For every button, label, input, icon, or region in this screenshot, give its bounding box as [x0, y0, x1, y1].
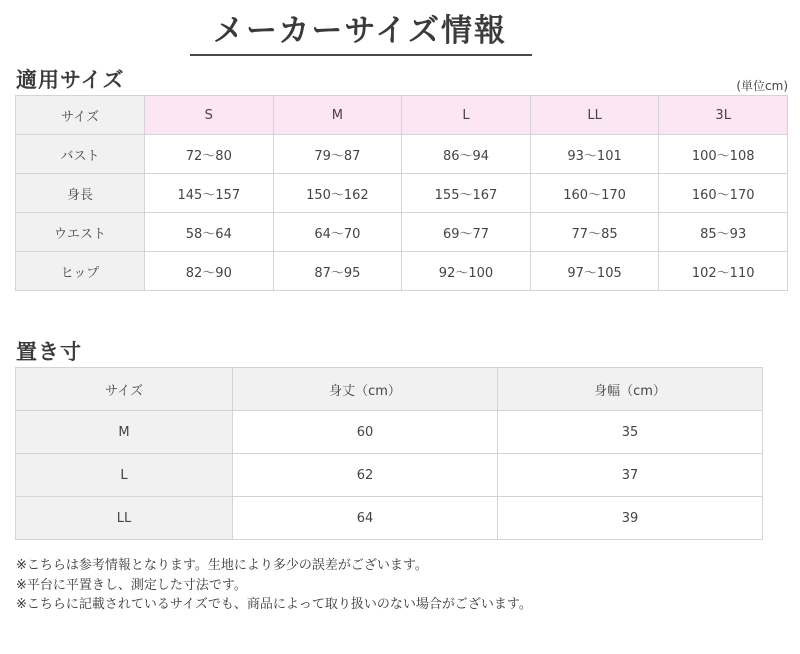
size-header-s: S — [145, 96, 274, 135]
row-label-size: L — [16, 454, 233, 497]
table-row — [16, 411, 763, 454]
size-chart-title: 適用サイズ — [16, 68, 125, 92]
table-cell: 79〜87 — [273, 135, 402, 174]
table-row — [16, 454, 763, 497]
column-header-length: 身丈（cm） — [233, 368, 498, 411]
table-cell: 64〜70 — [273, 213, 402, 252]
table-cell: 82〜90 — [145, 252, 274, 291]
row-label-bust: バスト — [16, 135, 145, 174]
row-label-hip: ヒップ — [16, 252, 145, 291]
table-cell: 60 — [233, 411, 498, 454]
unit-note: (単位cm) — [736, 79, 788, 93]
table-cell: 62 — [233, 454, 498, 497]
table-cell: 72〜80 — [145, 135, 274, 174]
table-header-row — [16, 368, 763, 411]
row-label-size: LL — [16, 497, 233, 540]
table-row — [16, 213, 788, 252]
note-line: ※平台に平置きし、測定した寸法です。 — [16, 577, 247, 593]
table-cell: 92〜100 — [402, 252, 531, 291]
table-cell: 35 — [498, 411, 763, 454]
size-header-l: L — [402, 96, 531, 135]
size-header-ll: LL — [530, 96, 659, 135]
table-cell: 87〜95 — [273, 252, 402, 291]
table-cell: 77〜85 — [530, 213, 659, 252]
title-underline — [190, 54, 532, 56]
table-cell: 86〜94 — [402, 135, 531, 174]
size-chart-table — [15, 95, 788, 291]
table-cell: 155〜167 — [402, 174, 531, 213]
size-header-m: M — [273, 96, 402, 135]
table-cell: 100〜108 — [659, 135, 788, 174]
table-cell: 145〜157 — [145, 174, 274, 213]
row-label-size: M — [16, 411, 233, 454]
table-cell: 93〜101 — [530, 135, 659, 174]
size-header-label: サイズ — [16, 96, 145, 135]
table-row — [16, 174, 788, 213]
note-line: ※こちらに記載されているサイズでも、商品によって取り扱いのない場合がございます。 — [16, 597, 532, 612]
note-line: ※こちらは参考情報となります。生地により多少の誤差がございます。 — [16, 558, 428, 573]
row-label-waist: ウエスト — [16, 213, 145, 252]
table-cell: 150〜162 — [273, 174, 402, 213]
table-cell: 160〜170 — [659, 174, 788, 213]
table-cell: 37 — [498, 454, 763, 497]
table-row — [16, 135, 788, 174]
table-header-row — [16, 96, 788, 135]
column-header-width: 身幅（cm） — [498, 368, 763, 411]
table-row — [16, 497, 763, 540]
row-label-height: 身長 — [16, 174, 145, 213]
table-cell: 85〜93 — [659, 213, 788, 252]
page-title: メーカーサイズ情報 — [213, 13, 507, 49]
table-cell: 97〜105 — [530, 252, 659, 291]
table-cell: 64 — [233, 497, 498, 540]
table-cell: 69〜77 — [402, 213, 531, 252]
table-cell: 102〜110 — [659, 252, 788, 291]
notes — [16, 556, 532, 615]
table-cell: 160〜170 — [530, 174, 659, 213]
table-cell: 58〜64 — [145, 213, 274, 252]
table-row — [16, 252, 788, 291]
size-header-3l: 3L — [659, 96, 788, 135]
column-header-size: サイズ — [16, 368, 233, 411]
table-cell: 39 — [498, 497, 763, 540]
flat-measurements-title: 置き寸 — [16, 340, 82, 364]
flat-measurements-table — [15, 367, 763, 540]
